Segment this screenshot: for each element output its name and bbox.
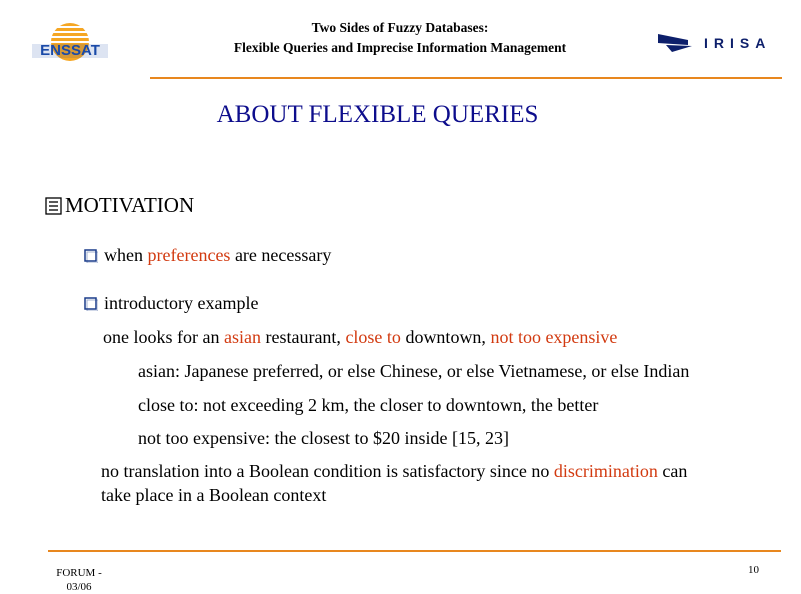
bullet-text (104, 245, 331, 266)
footer-line1: FORUM - (56, 567, 102, 579)
example-text-1: one looks for an (103, 327, 224, 347)
header-title-line2: Flexible Queries and Imprecise Information Management (233, 40, 567, 55)
footer-divider (48, 550, 781, 552)
bullet-prefix: when (104, 245, 148, 265)
header-divider (150, 77, 782, 79)
conclusion-text-1: no translation into a Boolean condition is satisfactory since no (101, 461, 554, 481)
bullet-suffix: are necessary (230, 245, 332, 265)
bullet-text: introductory example (104, 293, 259, 313)
detail-asian: asian: Japanese preferred, or else Chinese, or else Vietnamese, or else Indian (138, 361, 690, 381)
conclusion-line1 (101, 461, 687, 482)
conclusion-line2: take place in a Boolean context (101, 485, 327, 505)
highlight-close-to: close to (345, 327, 401, 347)
highlight-asian: asian (223, 327, 261, 347)
detail-not-too-expensive: not too expensive: the closest to $20 inside [15, 23] (138, 428, 509, 448)
example-text-2: restaurant, (260, 327, 346, 347)
bullet-preferences (84, 245, 331, 266)
detail-close-to: close to: not exceeding 2 km, the closer to downtown, the better (138, 395, 599, 415)
highlight-preferences: preferences (147, 245, 231, 265)
highlight-discrimination: discrimination (553, 461, 658, 481)
irisa-logo-text: IRISA (704, 35, 772, 51)
page-number: 10 (748, 564, 759, 576)
list-bullet-icon (45, 196, 63, 216)
example-sentence (103, 327, 617, 348)
conclusion-text-2: can (657, 461, 688, 481)
checkbox-icon (84, 249, 98, 263)
section-heading-text: MOTIVATION (65, 193, 195, 217)
highlight-not-too-expensive: not too expensive (490, 327, 618, 347)
header-title (150, 18, 650, 58)
footer-line2: 03/06 (66, 581, 92, 593)
example-text-3: downtown, (400, 327, 491, 347)
irisa-logo (658, 30, 773, 56)
footer-label (48, 566, 110, 594)
slide-title: ABOUT FLEXIBLE QUERIES (216, 101, 539, 128)
enssat-logo-text: ENSSAT (40, 42, 100, 59)
header-title-line1: Two Sides of Fuzzy Databases: (311, 20, 489, 35)
checkbox-icon (84, 297, 98, 311)
bullet-introductory-example (84, 293, 258, 314)
enssat-logo (28, 18, 112, 66)
section-heading (45, 193, 194, 218)
